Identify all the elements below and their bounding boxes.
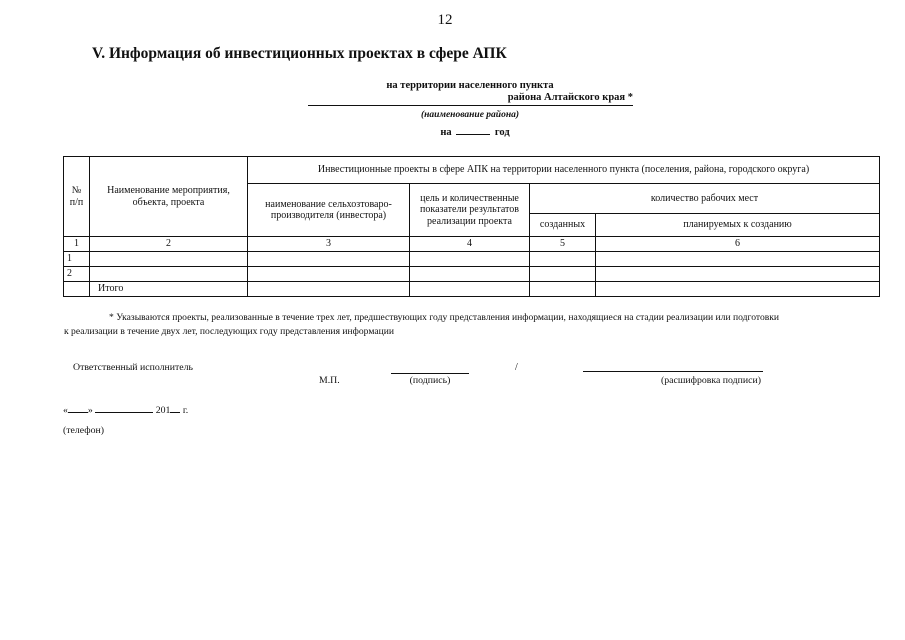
- row-goal: [410, 252, 530, 267]
- total-cell: [596, 282, 880, 297]
- total-num: [64, 282, 90, 297]
- row-name: [90, 252, 248, 267]
- signature-caption: (подпись): [409, 375, 451, 386]
- slash-separator: /: [515, 362, 518, 373]
- date-close-quote: »: [87, 405, 93, 416]
- year-blank: [456, 125, 490, 135]
- year-line: [400, 125, 550, 138]
- header-jobs: количество рабочих мест: [530, 184, 880, 214]
- column-numbers-row: [64, 237, 880, 252]
- row-planned: [596, 267, 880, 282]
- row-num: 2: [64, 267, 90, 282]
- total-cell: [248, 282, 410, 297]
- subtitle-line2: района Алтайского края *: [507, 92, 633, 103]
- row-investor: [248, 252, 410, 267]
- decode-caption: (расшифровка подписи): [660, 375, 761, 386]
- total-cell: [410, 282, 530, 297]
- page-number: 12: [437, 12, 453, 28]
- subtitle-line1: на территории населенного пункта: [386, 80, 554, 91]
- header-created: созданных: [530, 214, 596, 237]
- investment-table: [63, 156, 880, 297]
- header-investor: наименование сельхозтоваро-производителя (инвестора): [248, 184, 410, 237]
- row-created: [530, 267, 596, 282]
- header-planned: планируемых к созданию: [596, 214, 880, 237]
- row-investor: [248, 267, 410, 282]
- col-number: 4: [410, 237, 530, 252]
- month-blank: [95, 403, 153, 413]
- total-label: Итого: [90, 282, 248, 297]
- year-prefix: на: [440, 127, 452, 138]
- row-name: [90, 267, 248, 282]
- col-number: 1: [64, 237, 90, 252]
- date-open-quote: «: [63, 405, 68, 416]
- col-number: 3: [248, 237, 410, 252]
- footnote: [64, 311, 879, 339]
- row-created: [530, 252, 596, 267]
- total-row: [64, 282, 880, 297]
- date-suffix: г.: [182, 405, 189, 416]
- footnote-line1: * Указываются проекты, реализованные в течение трех лет, предшествующих году представления информации, находящиеся на стадии реализации или подготовки: [109, 312, 780, 323]
- responsible-label: Ответственный исполнитель: [73, 362, 193, 373]
- header-goal: цель и количественные показатели результатов реализации проекта: [410, 184, 530, 237]
- col-number: 6: [596, 237, 880, 252]
- date-year: 201: [155, 405, 171, 416]
- section-title: V. Информация об инвестиционных проектах в сфере АПК: [92, 45, 507, 62]
- row-goal: [410, 267, 530, 282]
- col-number: 2: [90, 237, 248, 252]
- year-suffix: год: [494, 127, 510, 138]
- table-row: [64, 267, 880, 282]
- header-num: № п/п: [64, 157, 90, 237]
- phone-label: (телефон): [63, 425, 105, 436]
- total-cell: [530, 282, 596, 297]
- table-row: [64, 252, 880, 267]
- footnote-line2: к реализации в течение двух лет, последующих году представления информации: [64, 326, 394, 337]
- header-name: Наименование мероприятия, объекта, проекта: [90, 157, 248, 237]
- stamp-place-label: М.П.: [319, 375, 340, 386]
- year-digit-blank: [170, 403, 180, 413]
- district-fill-line: [308, 105, 633, 106]
- decode-line: [583, 371, 763, 372]
- row-num: 1: [64, 252, 90, 267]
- header-group: Инвестиционные проекты в сфере АПК на территории населенного пункта (поселения, района, городского округа): [248, 157, 880, 184]
- date-line: [63, 403, 188, 416]
- row-planned: [596, 252, 880, 267]
- col-number: 5: [530, 237, 596, 252]
- day-blank: [68, 403, 88, 413]
- signature-line: [391, 373, 469, 374]
- subtitle-line3: (наименование района): [420, 110, 520, 120]
